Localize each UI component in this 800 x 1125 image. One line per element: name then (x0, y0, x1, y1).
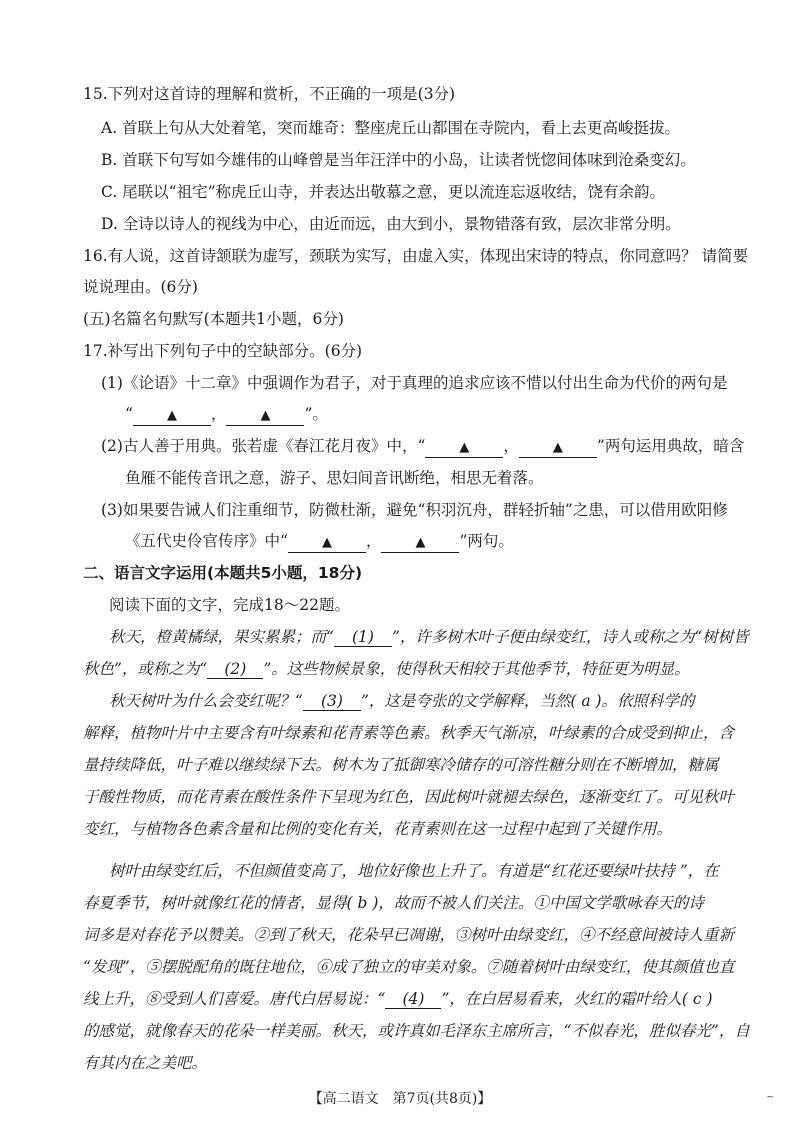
triangle-marker-icon: ▲ (459, 440, 470, 455)
corner-mark: ~ (766, 1092, 775, 1103)
passage-p2-line4: 于酸性物质，而花青素在酸性条件下呈现为红色，因此树叶就褪去绿色，逐渐变红了。可见秋叶 (83, 788, 735, 806)
passage-p1-line1 (109, 627, 749, 647)
passage-p2-line2: 解释，植物叶片中主要含有叶绿素和花青素等色素。秋季天气渐凉，叶绿素的合成受到抑止，含 (83, 724, 735, 742)
passage-text: ”，这是夸张的文学解释，当然( a )。依照科学的 (360, 692, 695, 710)
question-15-option-c: C. 尾联以“祖宅”称虎丘山寺，并表达出敬慕之意，更以流连忘返收结，饶有余韵。 (101, 183, 666, 201)
separator: ， (503, 437, 519, 455)
passage-text: 秋色”，或称之为“ (83, 660, 208, 678)
passage-p3-line6: 的感觉，就像春天的花朵一样美丽。秋天，或许真如毛泽东主席所言，“不似春光，胜似春光”，自 (83, 1022, 750, 1040)
question-16-line1: 16.有人说，这首诗颔联为虚写，颈联为实写，由虚入实，体现出宋诗的特点，你同意吗？ 请简要 (83, 247, 749, 265)
passage-p2-line1 (109, 691, 695, 711)
passage-p3-line4: “发现”，⑤摆脱配角的既往地位，⑥成了独立的审美对象。⑦随着树叶由绿变红，使其颜值也直 (83, 958, 735, 976)
question-15-option-d: D. 全诗以诗人的视线为中心，由近而远，由大到小，景物错落有致，层次非常分明。 (101, 215, 681, 233)
passage-blank-2[interactable]: (2) (207, 660, 263, 679)
triangle-marker-icon: ▲ (552, 440, 563, 455)
passage-text: 线上升，⑧受到人们喜爱。唐代白居易说：“ (83, 990, 386, 1008)
question-16-line2: 说说理由。(6分) (83, 278, 198, 296)
answer-blank[interactable] (288, 532, 366, 553)
open-quote: “ (125, 405, 133, 423)
passage-blank-4[interactable]: (4) (385, 990, 441, 1009)
passage-text: 秋天树叶为什么会变红呢？“ (109, 692, 303, 710)
triangle-marker-icon: ▲ (260, 408, 271, 423)
passage-blank-3[interactable]: (3) (303, 692, 361, 711)
section-5-title: (五)名篇名句默写(本题共1小题，6分) (83, 310, 344, 328)
passage-text: ”，许多树木叶子便由绿变红，诗人或称之为“树树皆 (391, 628, 749, 646)
answer-blank[interactable] (381, 532, 459, 553)
answer-blank[interactable] (226, 405, 304, 426)
passage-p2-line3: 量持续降低，叶子难以继续绿下去。树木为了抵御寒冷储存的可溶性糖分则在不断增加，糖属 (83, 756, 719, 774)
passage-p1-line2 (83, 659, 690, 679)
close-quote: ”。 (304, 405, 328, 423)
answer-blank[interactable] (519, 437, 597, 458)
question-17-part3-line2 (125, 531, 514, 553)
part3-text-b: ”两句。 (459, 532, 514, 550)
triangle-marker-icon: ▲ (321, 535, 332, 550)
triangle-marker-icon: ▲ (166, 408, 177, 423)
passage-text: ”，在白居易看来，火红的霜叶给人( c ) (441, 990, 713, 1008)
question-15-option-a: A. 首联上句从大处着笔，突而雄奇：整座虎丘山都围在寺院内，看上去更高峻挺拔。 (101, 119, 681, 137)
section-2-title: 二、语言文字运用(本题共5小题，18分) (83, 564, 363, 582)
answer-blank[interactable] (133, 405, 211, 426)
question-17-part1-line2 (125, 404, 328, 426)
passage-p3-line7: 有其内在之美吧。 (83, 1054, 208, 1072)
separator: ， (210, 405, 227, 423)
question-17-part2-line2: 鱼雁不能传音讯之意，游子、思妇间音讯断绝，相思无着落。 (125, 469, 544, 487)
passage-blank-1[interactable]: (1) (334, 628, 392, 647)
section-2-intro: 阅读下面的文字，完成18～22题。 (109, 596, 350, 614)
part3-text-a: 《五代史伶官传序》中“ (125, 532, 288, 550)
passage-p3-line2: 春夏季节，树叶就像红花的情者，显得( b )，故而不被人们关注。①中国文学歌咏春天的诗 (83, 894, 704, 912)
question-17-part3-line1: (3)如果要告诫人们注重细节，防微杜渐，避免“积羽沉舟，群轻折轴”之患，可以借用欧阳修 (101, 501, 728, 519)
triangle-marker-icon: ▲ (415, 535, 426, 550)
passage-text: ”。这些物候景象，使得秋天相较于其他季节，特征更为明显。 (263, 660, 690, 678)
question-17-part1-line1: (1)《论语》十二章》中强调作为君子，对于真理的追求应该不惜以付出生命为代价的两句是 (101, 374, 728, 392)
passage-p3-line5 (83, 989, 713, 1009)
question-17-stem: 17.补写出下列句子中的空缺部分。(6分) (83, 342, 363, 360)
part2-text-b: ”两句运用典故，暗含 (596, 437, 745, 455)
passage-text: 秋天，橙黄橘绿，果实累累；而“ (109, 628, 334, 646)
part2-text-a: (2)古人善于用典。张若虚《春江花月夜》中，“ (101, 437, 426, 455)
question-15-option-b: B. 首联下句写如今雄伟的山峰曾是当年汪洋中的小岛，让读者恍惚间体味到沧桑变幻。 (101, 151, 696, 169)
question-15-stem: 15.下列对这首诗的理解和赏析，不正确的一项是(3分) (83, 85, 456, 103)
passage-p3-line3: 词多是对春花予以赞美。②到了秋天，花朵早已凋谢，③树叶由绿变红，④不经意间被诗人重新 (83, 926, 735, 944)
passage-p3-line1: 树叶由绿变红后，不但颜值变高了，地位好像也上升了。有道是“红花还要绿叶扶持 ”，在 (109, 862, 719, 880)
page-footer: 【高二语文 第7页(共8页)】 (308, 1091, 492, 1107)
question-17-part2-line1 (101, 436, 744, 458)
separator: ， (365, 532, 382, 550)
answer-blank[interactable] (425, 437, 503, 458)
passage-p2-line5: 变红，与植物各色素含量和比例的变化有关，花青素则在这一过程中起到了关键作用。 (83, 820, 673, 838)
